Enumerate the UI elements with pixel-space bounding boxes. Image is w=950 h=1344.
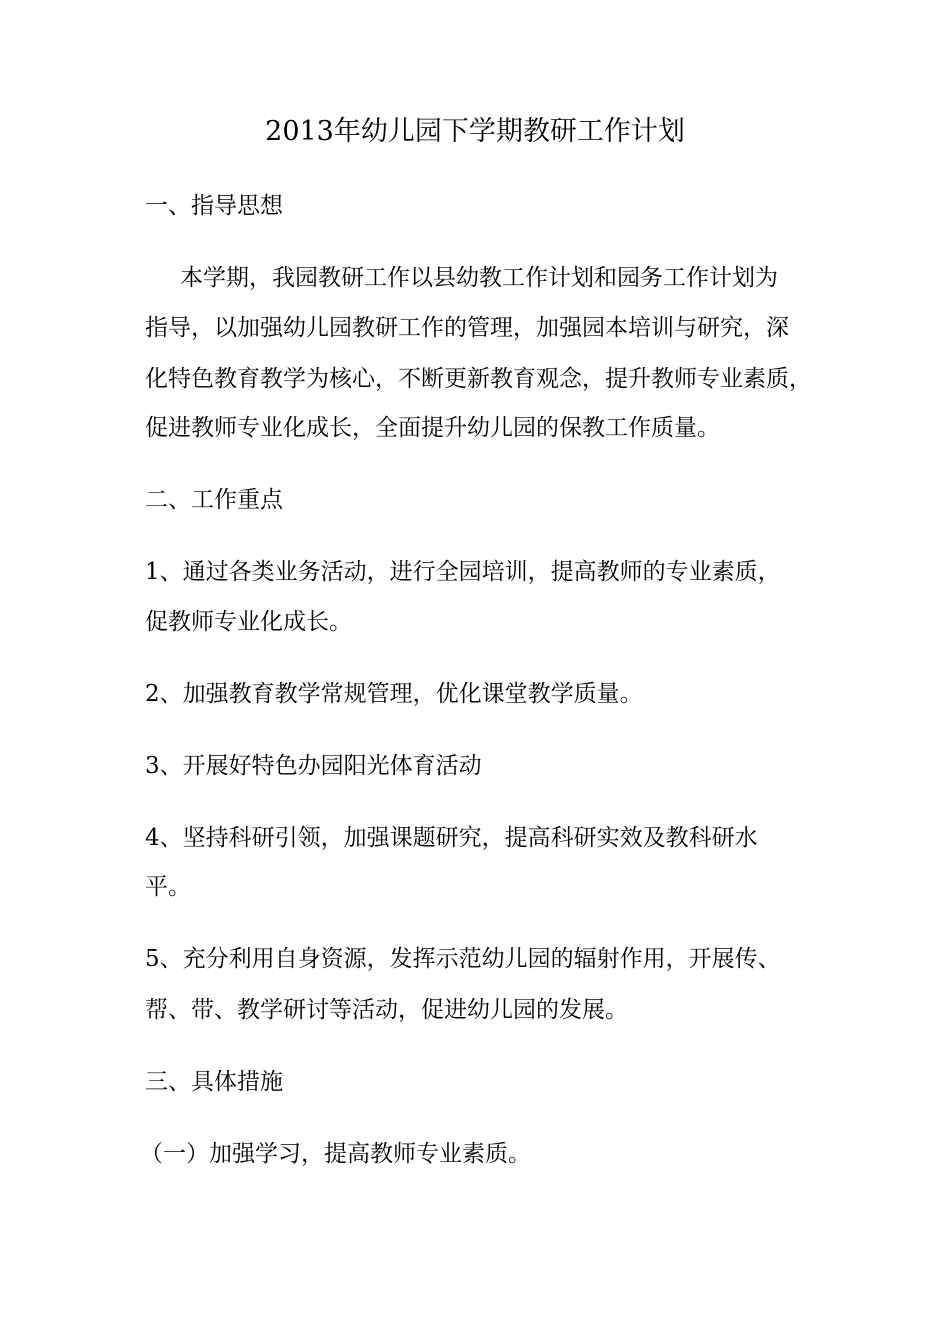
paragraph-line: 化特色教育教学为核心，不断更新教育观念，提升教师专业素质，: [145, 366, 812, 392]
paragraph-line: 指导，以加强幼儿园教研工作的管理，加强园本培训与研究，深: [145, 315, 789, 341]
document-title: 2013年幼儿园下学期教研工作计划: [265, 116, 685, 147]
list-item-line: 平。: [145, 874, 191, 900]
list-item-line: 帮、带、教学研讨等活动，促进幼儿园的发展。: [145, 997, 628, 1023]
subsection-heading: （一）加强学习，提高教师专业素质。: [140, 1141, 531, 1167]
section-heading-guiding-ideology: 一、指导思想: [145, 193, 283, 219]
list-item-line: 1、通过各类业务活动，进行全园培训，提高教师的专业素质，: [145, 559, 781, 585]
section-heading-work-focus: 二、工作重点: [145, 487, 283, 513]
paragraph-line: 促进教师专业化成长，全面提升幼儿园的保教工作质量。: [145, 415, 720, 441]
section-heading-measures: 三、具体措施: [145, 1069, 283, 1095]
list-item-line: 2、加强教育教学常规管理，优化课堂教学质量。: [145, 681, 643, 707]
list-item-line: 促教师专业化成长。: [145, 609, 352, 635]
paragraph-line: 本学期，我园教研工作以县幼教工作计划和园务工作计划为: [180, 265, 778, 291]
list-item-line: 4、坚持科研引领，加强课题研究，提高科研实效及教科研水: [145, 825, 758, 851]
list-item-line: 5、充分利用自身资源，发挥示范幼儿园的辐射作用，开展传、: [145, 946, 781, 972]
list-item-line: 3、开展好特色办园阳光体育活动: [145, 753, 482, 779]
